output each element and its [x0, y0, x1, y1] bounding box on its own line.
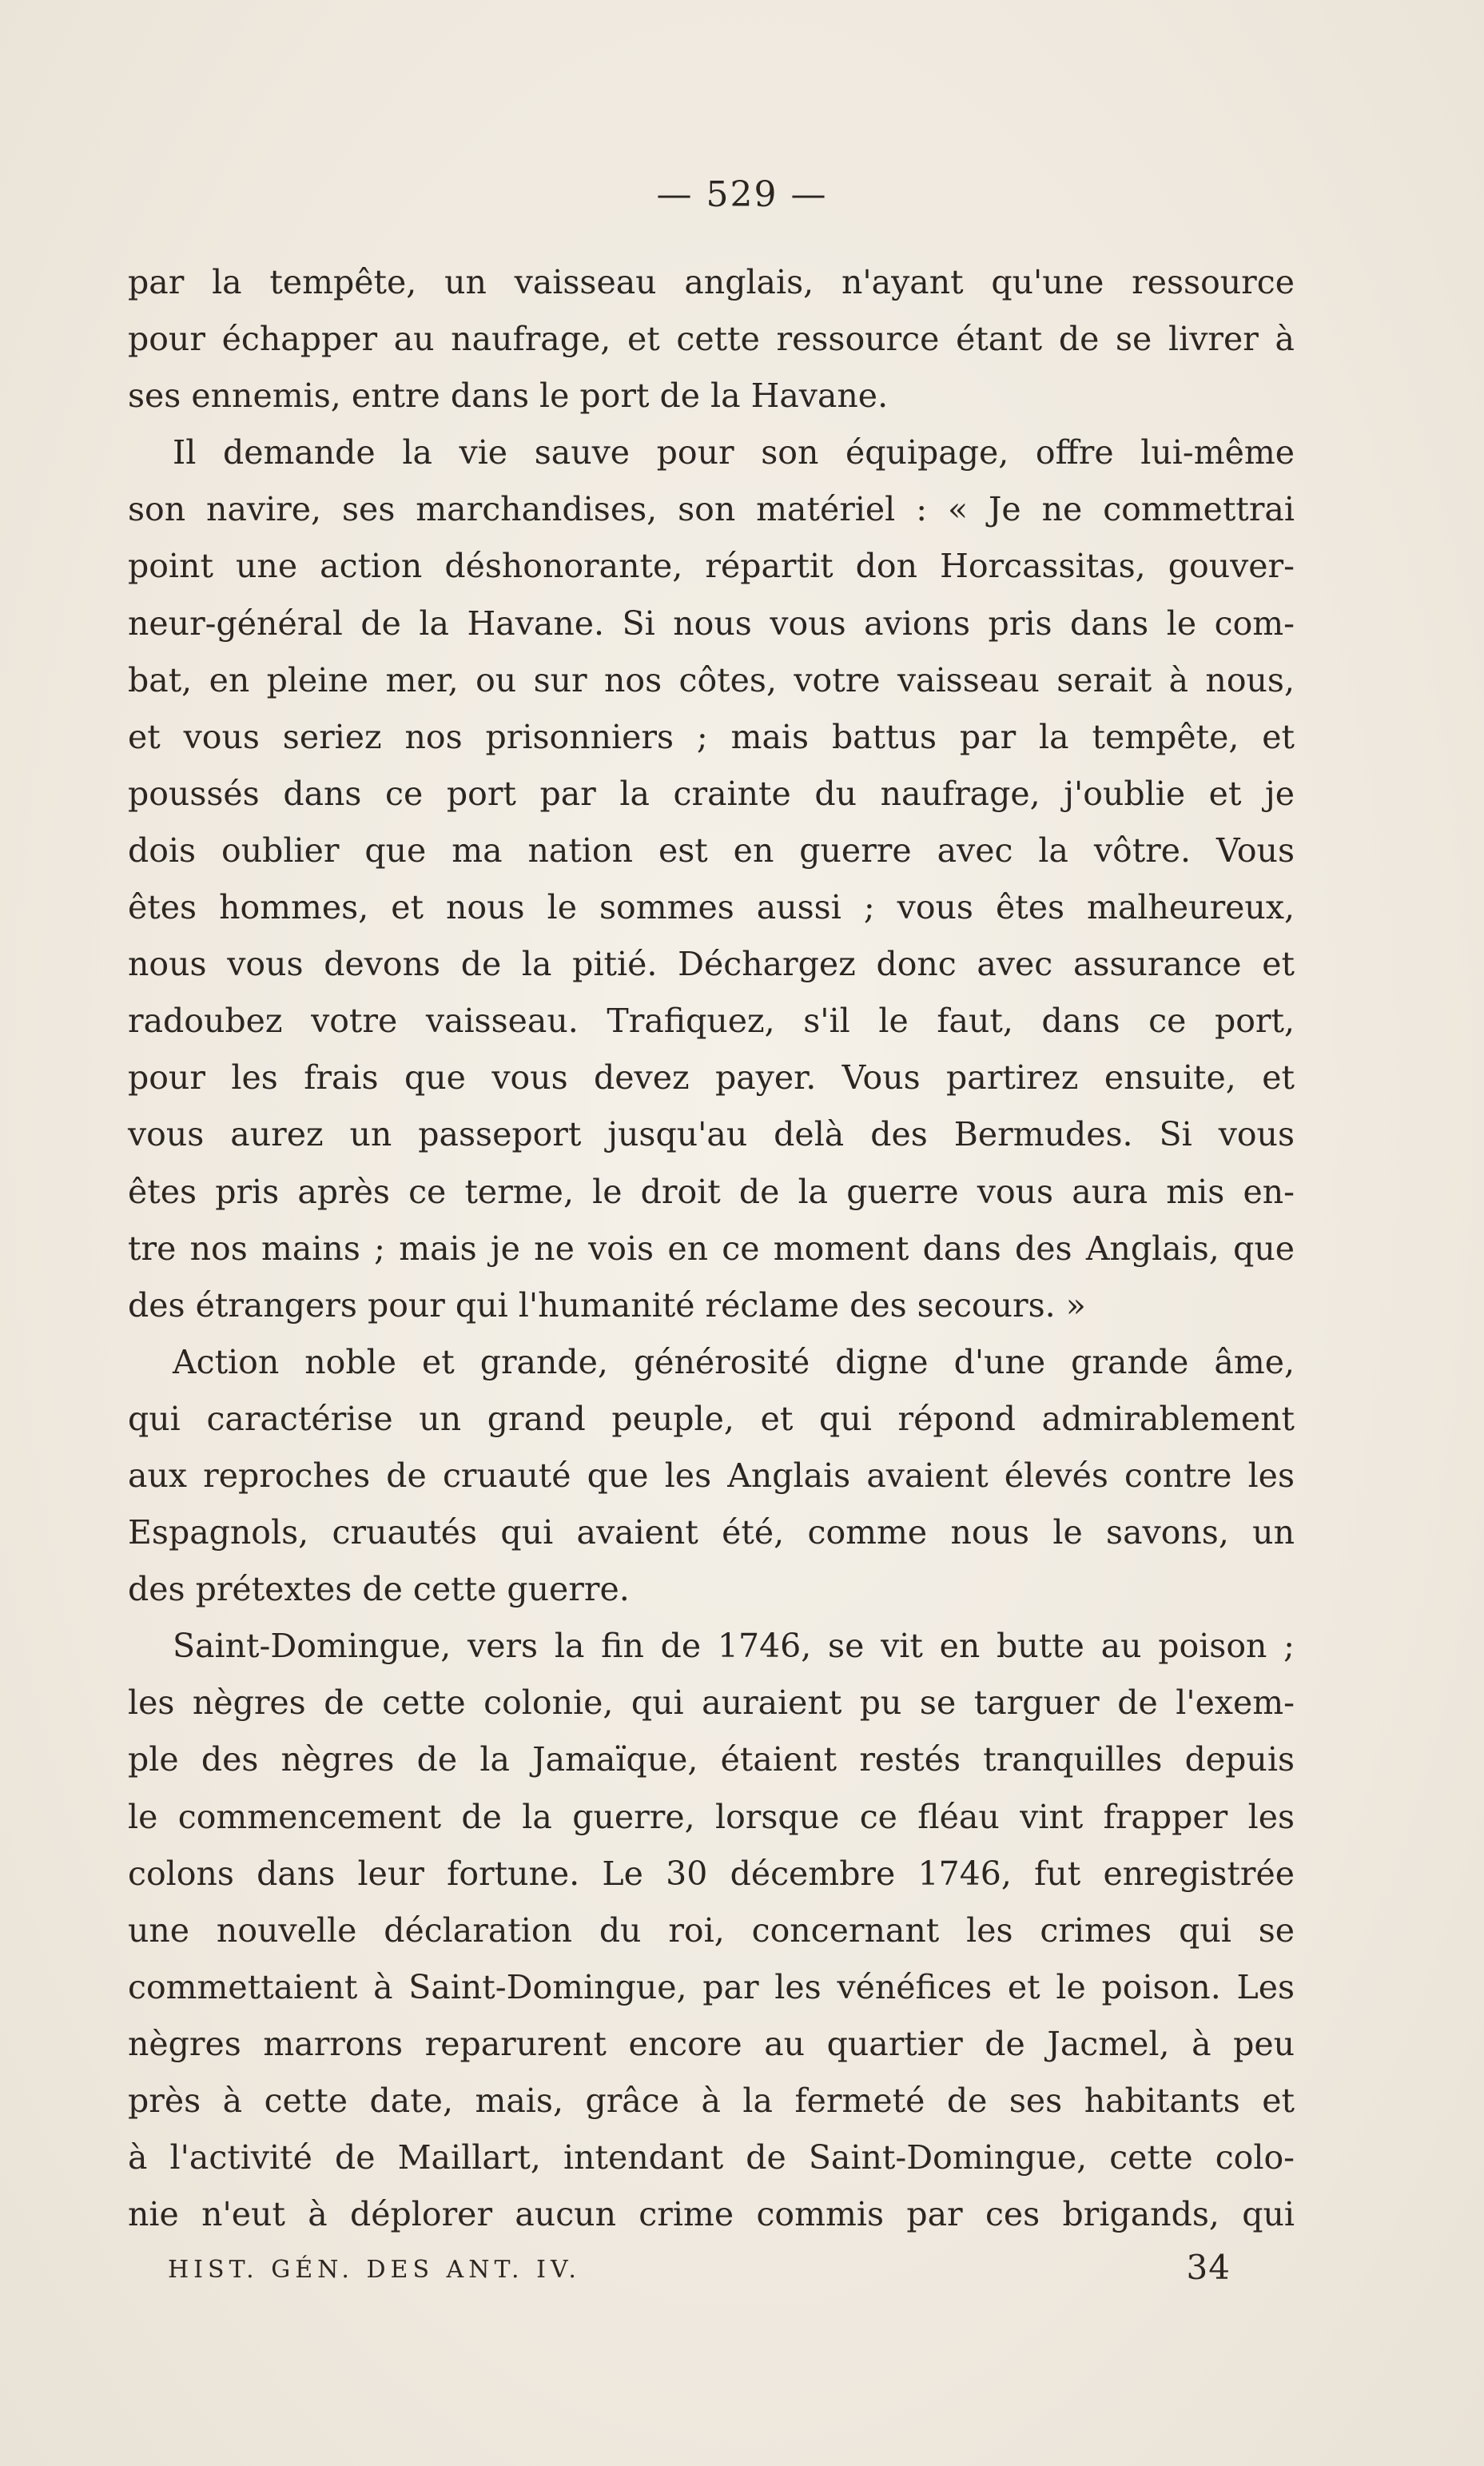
text-line: une nouvelle déclaration du roi, concernant les crimes qui se — [128, 1910, 1295, 1950]
text-line: qui caractérise un grand peuple, et qui répond admirablement — [128, 1399, 1295, 1438]
text-line: Il demande la vie sauve pour son équipage, offre lui-même — [173, 433, 1295, 472]
text-line: nie n'eut à déplorer aucun crime commis par ces brigands, qui — [128, 2195, 1295, 2234]
text-line: nègres marrons reparurent encore au quartier de Jacmel, à peu — [128, 2024, 1295, 2063]
text-line: à l'activité de Maillart, intendant de Saint-Domingue, cette colo- — [128, 2138, 1295, 2177]
body-text — [128, 254, 1295, 2243]
footer-signature: HIST. GÉN. DES ANT. IV. — [168, 2256, 581, 2284]
text-line: ses ennemis, entre dans le port de la Havane. — [128, 376, 889, 416]
text-line: point une action déshonorante, répartit don Horcassitas, gouver- — [128, 547, 1295, 586]
text-line: des étrangers pour qui l'humanité réclame des secours. » — [128, 1285, 1086, 1325]
text-line: près à cette date, mais, grâce à la fermeté de ses habitants et — [128, 2082, 1295, 2120]
text-line: colons dans leur fortune. Le 30 décembre 1746, fut enregistrée — [128, 1854, 1295, 1893]
text-line: des prétextes de cette guerre. — [128, 1570, 630, 1609]
text-line: Saint-Domingue, vers la fin de 1746, se vit en butte au poison ; — [173, 1627, 1295, 1666]
text-line: êtes hommes, et nous le sommes aussi ; vous êtes malheureux, — [128, 888, 1295, 927]
text-line: commettaient à Saint-Domingue, par les vénéfices et le poison. Les — [128, 1967, 1295, 2006]
text-line: ple des nègres de la Jamaïque, étaient restés tranquilles depuis — [128, 1740, 1295, 1779]
text-line: pour échapper au naufrage, et cette ressource étant de se livrer à — [128, 320, 1295, 359]
text-line: neur-général de la Havane. Si nous vous avions pris dans le com- — [128, 604, 1295, 643]
text-line: pour les frais que vous devez payer. Vous partirez ensuite, et — [128, 1058, 1295, 1098]
text-line: bat, en pleine mer, ou sur nos côtes, votre vaisseau serait à nous, — [128, 660, 1295, 699]
text-line: nous vous devons de la pitié. Déchargez donc avec assurance et — [128, 945, 1295, 984]
text-line: par la tempête, un vaisseau anglais, n'ayant qu'une ressource — [128, 263, 1295, 301]
text-line: Espagnols, cruautés qui avaient été, comme nous le savons, un — [128, 1513, 1295, 1552]
text-line: son navire, ses marchandises, son matériel : « Je ne commettrai — [128, 490, 1295, 529]
text-line: dois oublier que ma nation est en guerre avec la vôtre. Vous — [128, 831, 1295, 870]
text-line: Action noble et grande, générosité digne d'une grande âme, — [173, 1342, 1295, 1381]
footer-sheet-number: 34 — [1186, 2248, 1231, 2287]
text-line: et vous seriez nos prisonniers ; mais battus par la tempête, et — [128, 717, 1295, 756]
text-line: les nègres de cette colonie, qui auraient pu se targuer de l'exem- — [128, 1683, 1295, 1723]
text-line: êtes pris après ce terme, le droit de la guerre vous aura mis en- — [128, 1172, 1295, 1211]
text-line: le commencement de la guerre, lorsque ce fléau vint frapper les — [128, 1797, 1295, 1836]
page-number: — 529 — — [656, 174, 828, 215]
page-footer — [168, 2248, 1231, 2296]
text-line: tre nos mains ; mais je ne vois en ce moment dans des Anglais, que — [128, 1229, 1295, 1268]
text-line: radoubez votre vaisseau. Trafiquez, s'il le faut, dans ce port, — [128, 1002, 1295, 1041]
text-line: poussés dans ce port par la crainte du naufrage, j'oublie et je — [128, 774, 1295, 813]
text-line: vous aurez un passeport jusqu'au delà des Bermudes. Si vous — [128, 1115, 1295, 1154]
text-line: aux reproches de cruauté que les Anglais avaient élevés contre les — [128, 1456, 1295, 1495]
